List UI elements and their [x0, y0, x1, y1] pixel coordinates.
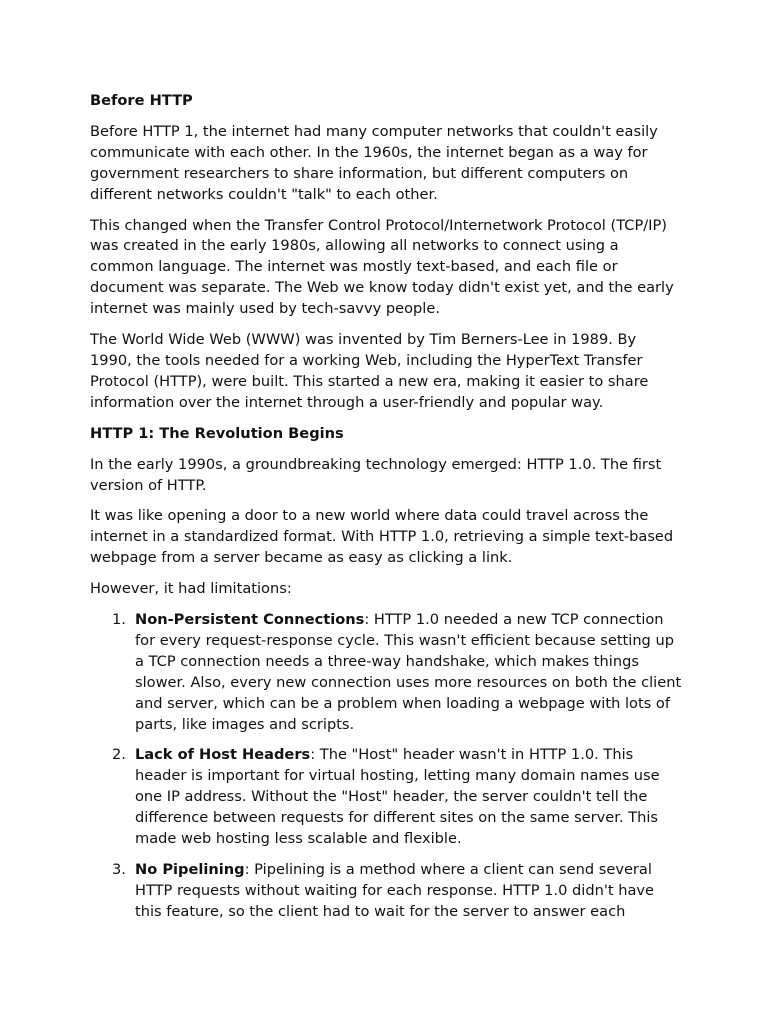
- list-number: 2.: [112, 746, 126, 764]
- paragraph: In the early 1990s, a groundbreaking technology emerged: HTTP 1.0. The first version of HTTP.: [90, 455, 662, 494]
- list-term: No Pipelining: [135, 861, 245, 878]
- list-text: : The "Host" header wasn't in HTTP 1.0. This header is important for virtual hosting, letting many domain names use one IP address. Without the "Host" header, the server couldn't tell the difference between requests for different sites on the same server. This made web hosting less scalable and flexible.: [135, 746, 660, 848]
- document-page: [90, 91, 682, 933]
- section-heading-http1: HTTP 1: The Revolution Begins: [90, 424, 344, 442]
- list-item: [90, 860, 682, 923]
- section-heading-before-http: Before HTTP: [90, 92, 193, 109]
- list-text: : HTTP 1.0 needed a new TCP connection for every request-response cycle. This wasn't efficient because setting up a TCP connection needs a three-way handshake, which makes things slower. Also, every new connection uses more resources on both the client and server, which can be a problem when loading a webpage with lots of parts, like images and scripts.: [135, 611, 682, 733]
- list-number: 1.: [112, 611, 126, 629]
- list-number: 3.: [112, 861, 126, 878]
- paragraph: This changed when the Transfer Control Protocol/Internetwork Protocol (TCP/IP) was created in the early 1980s, allowing all networks to connect using a common language. The internet was mostly text-based, and each file or document was separate. The Web we know today didn't exist yet, and the early internet was mainly used by tech-savvy people.: [90, 216, 674, 318]
- list-term: Lack of Host Headers: [135, 746, 311, 764]
- paragraph: Before HTTP 1, the internet had many computer networks that couldn't easily communicate with each other. In the 1960s, the internet began as a way for government researchers to share information, but different computers on different networks couldn't "talk" to each other.: [90, 122, 658, 203]
- paragraph: It was like opening a door to a new world where data could travel across the internet in a standardized format. With HTTP 1.0, retrieving a simple text-based webpage from a server became as easy as clicking a link.: [90, 507, 674, 567]
- list-item: [90, 745, 682, 850]
- paragraph: The World Wide Web (WWW) was invented by Tim Berners-Lee in 1989. By 1990, the tools needed for a working Web, including the HyperText Transfer Protocol (HTTP), were built. This started a new era, making it easier to share information over the internet through a user-friendly and popular way.: [90, 331, 649, 411]
- list-item: [90, 610, 682, 735]
- list-term: Non-Persistent Connections: [135, 611, 365, 629]
- paragraph: However, it had limitations:: [90, 580, 292, 598]
- list-text: : Pipelining is a method where a client can send several HTTP requests without waiting for each response. HTTP 1.0 didn't have this feature, so the client had to wait for the server to answer each: [135, 861, 655, 920]
- limitations-list: [90, 610, 682, 923]
